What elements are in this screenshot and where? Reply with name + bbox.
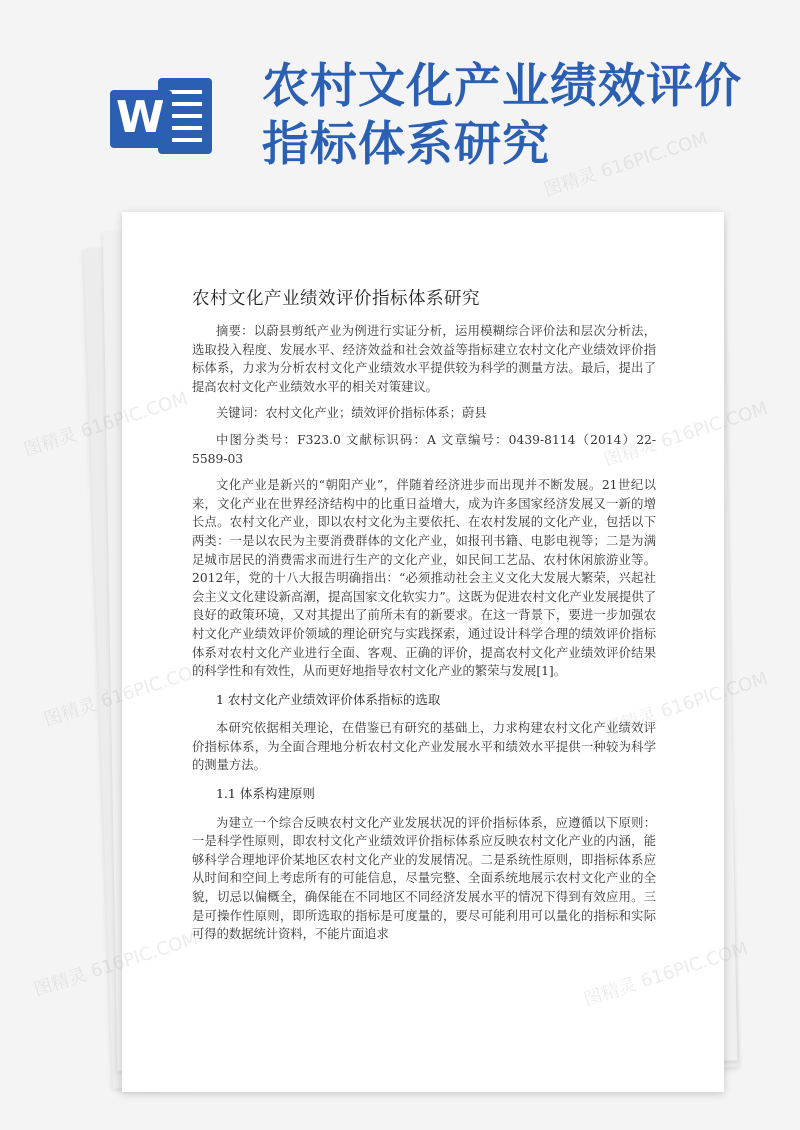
section-1-1-heading: 1.1 体系构建原则: [216, 786, 315, 802]
intro-paragraph: 文化产业是新兴的“朝阳产业”，伴随着经济进步而出现并不断发展。21世纪以来，文化产业在世界经济结构中的比重日益增大，成为许多国家经济发展又一新的增长点。农村文化产业，即以农村文化为主要依托、在农村发展的文化产业，包括以下两类：一是以农民为主要消费群体的文化产业，如报刊书籍、电影电视等；二是为满足城市居民的消费需求而进行生产的文化产业，如民间工艺品、农村休闲旅游业等。2012年，党的十八大报告明确指出：“必须推动社会主义文化大发展大繁荣，兴起社会主义文化建设新高潮，提高国家文化软实力”。这既为促进农村文化产业发展提供了良好的政策环境，又对其提出了前所未有的新要求。在这一背景下，要进一步加强农村文化产业绩效评价领域的理论研究与实践探索，通过设计科学合理的绩效评价指标体系对农村文化产业进行全面、客观、正确的评价，提高农村文化产业绩效评价结果的科学性和有效性，从而更好地指导农村文化产业的繁荣与发展[1]。: [192, 478, 656, 679]
banner: [0, 0, 800, 200]
keywords-paragraph: 关键词：农村文化产业；绩效评价指标体系；蔚县: [216, 406, 487, 421]
banner-title-line2: 指标体系研究: [262, 117, 550, 172]
watermark: 图精灵: [31, 964, 90, 1001]
banner-title: [262, 58, 762, 174]
classification-paragraph: 中图分类号：F323.0 文献标识码：A 文章编号：0439-8114（2014）22-5589-03: [192, 432, 656, 466]
word-icon-letter: W: [116, 92, 165, 143]
document-title: 农村文化产业绩效评价指标体系研究: [192, 289, 480, 309]
watermark: 图精灵 616PIC.COM: [541, 128, 711, 201]
watermark: 图精灵: [41, 694, 100, 731]
section-1-paragraph: 本研究依据相关理论，在借鉴已有研究的基础上，力求构建农村文化产业绩效评价指标体系，为全面合理地分析农村文化产业发展水平和绩效水平提供一种较为科学的测量方法。: [192, 721, 656, 773]
section-1-heading: 1 农村文化产业绩效评价体系指标的选取: [216, 691, 441, 707]
banner-title-line1: 农村文化产业绩效评价: [262, 59, 742, 114]
section-1-1-paragraph: 为建立一个综合反映农村文化产业发展状况的评价指标体系，应遵循以下原则：一是科学性原则，即农村文化产业绩效评价指标体系应反映农村文化产业的内涵，能够科学合理地评价某地区农村文化产业的发展情况。二是系统性原则，即指标体系应从时间和空间上考虑所有的可能信息，尽量完整、全面系统地展示农村文化产业的全貌，切忌以偏概全，确保能在不同地区不同经济发展水平的情况下得到有效应用。三是可操作性原则，即所选取的指标是可度量的，要尽可能利用可以量化的指标和实际可得的数据统计资料，不能片面追求: [192, 815, 656, 942]
abstract-paragraph: 摘要：以蔚县剪纸产业为例进行实证分析，运用模糊综合评价法和层次分析法，选取投入程度、发展水平、经济效益和社会效益等指标建立农村文化产业绩效评价指标体系，力求为分析农村文化产业绩效水平提供较为科学的测量方法。最后，提出了提高农村文化产业绩效水平的相关对策建议。: [192, 324, 656, 394]
watermark: 图精灵: [21, 424, 80, 461]
document-page: [122, 212, 724, 1092]
document-body: [192, 322, 656, 954]
word-document-icon: [110, 70, 220, 162]
